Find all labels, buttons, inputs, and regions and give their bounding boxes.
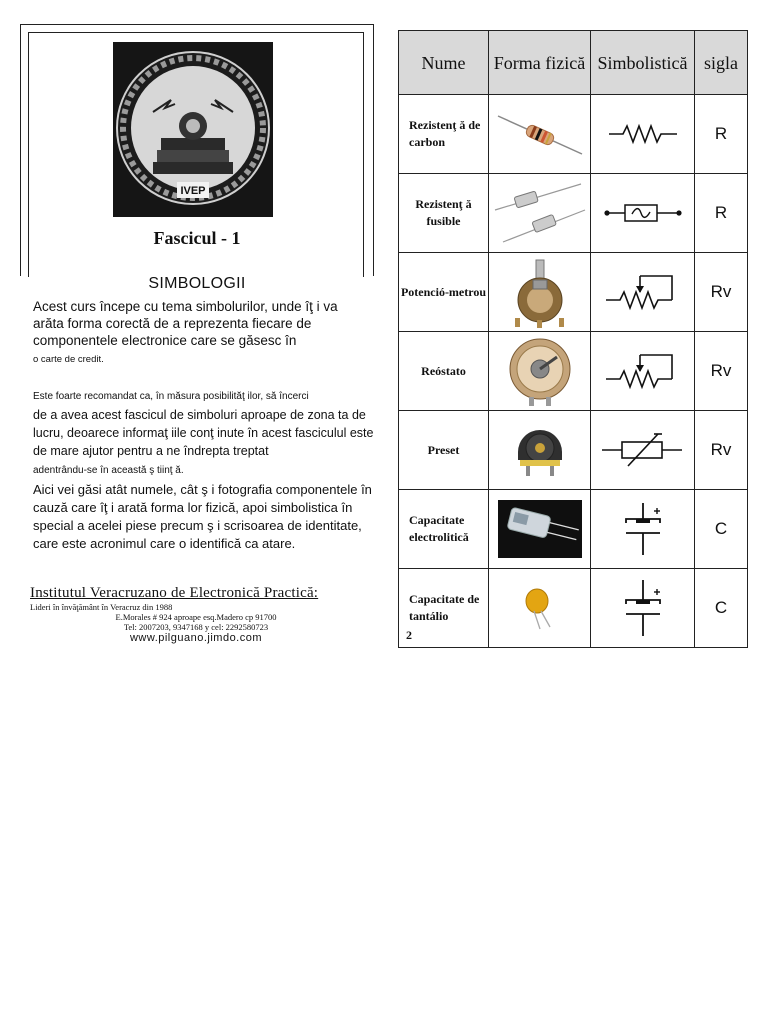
table-header-row: [399, 31, 748, 95]
row-acronym: Rv: [695, 253, 748, 332]
table-row: [399, 95, 748, 174]
institute-footer: [30, 585, 362, 645]
cover-title: Fascicul - 1: [153, 228, 241, 248]
row-name: Capacitate de tantálio: [399, 569, 489, 648]
row-name: Preset: [399, 411, 489, 490]
table-row: [399, 490, 748, 569]
row-acronym: R: [695, 95, 748, 174]
header-symbol: Simbolistică: [591, 31, 695, 95]
institute-logo: [113, 42, 273, 217]
row-acronym: Rv: [695, 411, 748, 490]
header-form: Forma fizică: [489, 31, 591, 95]
row-name: Rezistenţ ă fusible: [399, 174, 489, 253]
potentiometer-photo: [489, 253, 591, 332]
row-acronym: C: [695, 569, 748, 648]
carbon-resistor-photo: [489, 95, 591, 174]
row-name: Rezistenţ ă de carbon: [399, 95, 489, 174]
logo-badge-text: IVEP: [180, 185, 206, 197]
resistor-symbol: [591, 95, 695, 174]
institute-address: E.Morales # 924 aproape esq.Madero cp 91700: [115, 612, 277, 622]
table-row: [399, 174, 748, 253]
institute-website: www.pilguano.jimdo.com: [129, 632, 263, 644]
symbols-table: [398, 30, 748, 648]
row-name: Potenció-metrou: [399, 253, 489, 332]
header-acronym: sigla: [695, 31, 748, 95]
intro-paragraph-1: [33, 298, 353, 368]
intro-paragraph-1-text: Acest curs începe cu tema simbolurilor, unde îţ i va arăta forma corectă de a reprezenta fiecare de componentele electronice care se găsesc în: [33, 299, 338, 348]
intro-paragraph-2-text: de a avea acest fascicul de simboluri aproape de zona ta de lucru, deoarece informaţ iile conţ inute în acest fasciculul este de mare ajutor pentru a ne îndrepta treptat: [33, 408, 374, 458]
polarized-capacitor-symbol: [591, 569, 695, 648]
row-name: Reóstato: [399, 332, 489, 411]
intro-paragraph-2-lead: Este foarte recomandat ca, în măsura posibilităţ ilor, să încerci: [33, 391, 309, 402]
fuse-resistor-symbol: [591, 174, 695, 253]
preset-photo: [489, 411, 591, 490]
page-number: 2: [406, 628, 412, 642]
electrolytic-capacitor-photo: [489, 490, 591, 569]
intro-paragraph-2-small: adentrându-se în această ş tiinţ ă.: [33, 465, 184, 476]
rheostat-photo: [489, 332, 591, 411]
row-acronym: Rv: [695, 332, 748, 411]
section-heading: SIMBOLOGII: [148, 275, 246, 292]
table-row: [399, 332, 748, 411]
intro-paragraph-2: [33, 386, 383, 480]
intro-paragraph-1-small: o carte de credit.: [33, 354, 104, 365]
header-name: Nume: [399, 31, 489, 95]
institute-phone: Tel: 2007203, 9347168 y cel: 2292580723: [123, 622, 269, 632]
preset-symbol: [591, 411, 695, 490]
row-acronym: R: [695, 174, 748, 253]
row-name: Capacitate electrolitică: [399, 490, 489, 569]
institute-slogan: Lideri în învăţământ în Veracruz din 1988: [30, 602, 173, 612]
table-row: [399, 253, 748, 332]
fusible-resistor-photo: [489, 174, 591, 253]
institute-name: Institutul Veracruzano de Electronică Practică:: [30, 585, 319, 601]
tantalum-capacitor-photo: [489, 569, 591, 648]
rheostat-symbol: [591, 332, 695, 411]
intro-paragraph-3: Aici vei găsi atât numele, cât ş i fotografia componentele în cauză care îţ i arată forma lor fizică, apoi simbolistica în special a acelei piese precum ş i scrisoarea de identitate, care este acronimul care o identifică ca atare.: [33, 482, 372, 551]
polarized-capacitor-symbol: [591, 490, 695, 569]
table-row: [399, 411, 748, 490]
row-acronym: C: [695, 490, 748, 569]
potentiometer-symbol: [591, 253, 695, 332]
table-row: [399, 569, 748, 648]
